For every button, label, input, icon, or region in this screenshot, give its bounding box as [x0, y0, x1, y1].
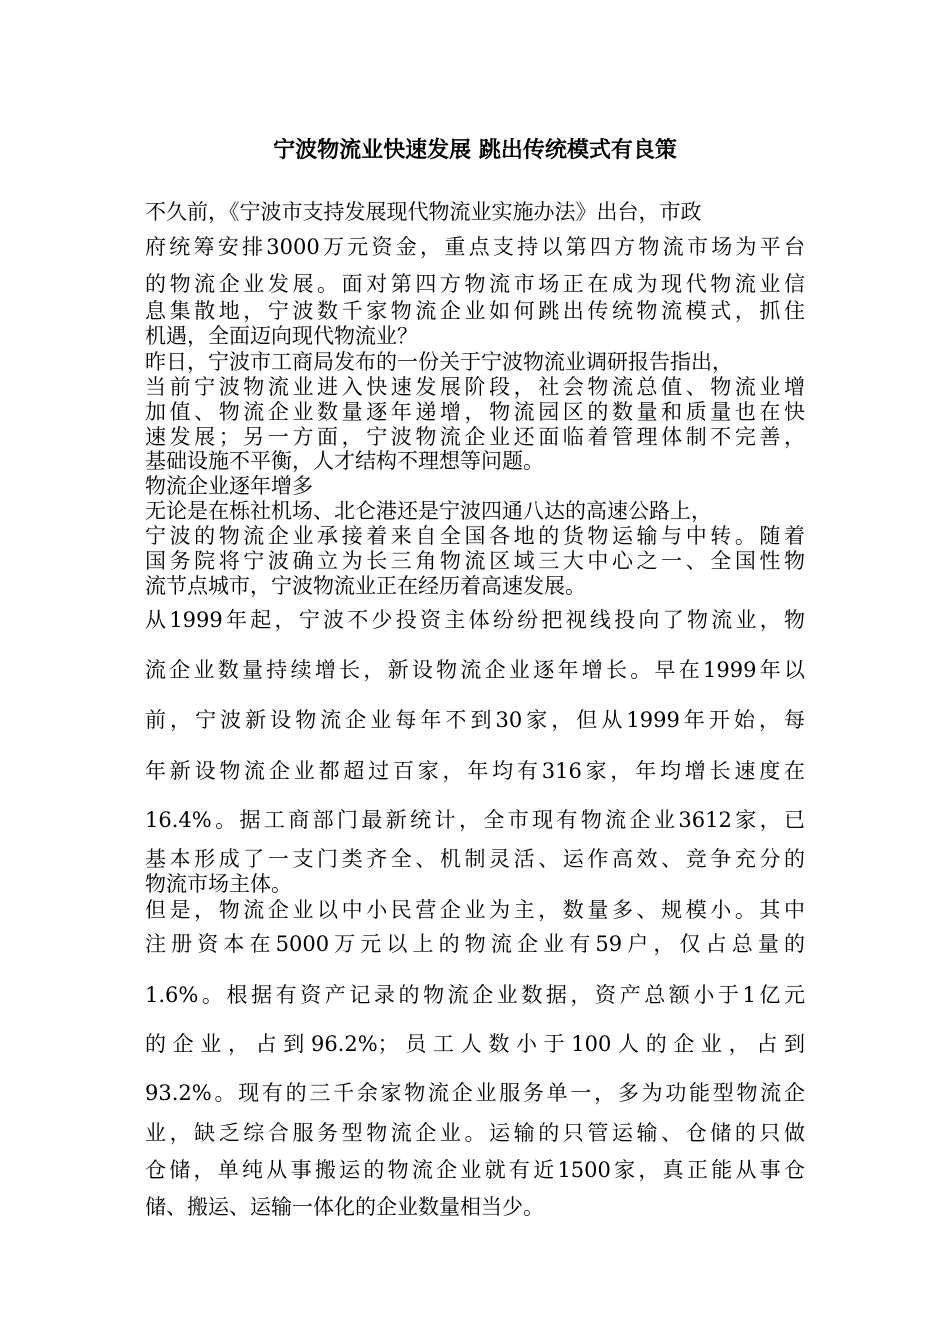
text-line: 前，宁波新设物流企业每年不到30家，但从1999年开始，每 — [145, 708, 805, 732]
article-title: 宁波物流业快速发展 跳出传统模式有良策 — [273, 137, 677, 163]
text-line: 速发展；另一方面，宁波物流企业还面临着管理体制不完善， — [145, 425, 805, 449]
text-line: 年新设物流企业都超过百家，年均有316家，年均增长速度在 — [145, 759, 805, 783]
text-line: 注册资本在5000万元以上的物流企业有59户，仅占总量的 — [145, 932, 805, 956]
text-line: 宁波的物流企业承接着来自全国各地的货物运输与中转。随着 — [145, 524, 805, 548]
text-line: 但是，物流企业以中小民营企业为主，数量多、规模小。其中 — [145, 898, 805, 922]
text-line: 物流市场主体。 — [145, 872, 292, 896]
text-line: 流节点城市，宁波物流业正在经历着高速发展。 — [145, 574, 586, 598]
text-line: 基础设施不平衡，人才结构不理想等问题。 — [145, 449, 544, 473]
text-line: 业，缺乏综合服务型物流企业。运输的只管运输、仓储的只做 — [145, 1121, 805, 1145]
text-line: 93.2%。现有的三千余家物流企业服务单一，多为功能型物流企 — [145, 1081, 805, 1105]
text-line: 16.4%。据工商部门最新统计，全市现有物流企业3612家，已 — [145, 808, 805, 832]
text-line: 无论是在栎社机场、北仑港还是宁波四通八达的高速公路上， — [145, 499, 712, 523]
text-line: 的企业，占到96.2%；员工人数小于100人的企业，占到 — [145, 1032, 805, 1056]
text-line: 仓储，单纯从事搬运的物流企业就有近1500家，真正能从事仓 — [145, 1158, 805, 1182]
section-heading: 物流企业逐年增多 — [145, 474, 313, 498]
text-line: 储、搬运、运输一体化的企业数量相当少。 — [145, 1195, 544, 1219]
text-line: 1.6%。根据有资产记录的物流企业数据，资产总额小于1亿元 — [145, 983, 805, 1007]
text-line: 昨日，宁波市工商局发布的一份关于宁波物流业调研报告指出， — [145, 350, 733, 374]
text-line: 基本形成了一支门类齐全、机制灵活、运作高效、竞争充分的 — [145, 847, 805, 871]
text-line: 从1999年起，宁波不少投资主体纷纷把视线投向了物流业，物 — [145, 608, 805, 632]
text-line: 机遇，全面迈向现代物流业？ — [145, 324, 418, 348]
text-line: 国务院将宁波确立为长三角物流区域三大中心之一、全国性物 — [145, 549, 805, 573]
text-line: 不久前，《宁波市支持发展现代物流业实施办法》出台，市政 — [145, 200, 702, 224]
text-line: 的物流企业发展。面对第四方物流市场正在成为现代物流业信 — [145, 272, 805, 296]
text-line: 息集散地，宁波数千家物流企业如何跳出传统物流模式，抓住 — [145, 299, 805, 323]
text-line: 府统筹安排3000万元资金，重点支持以第四方物流市场为平台 — [145, 235, 805, 259]
text-line: 流企业数量持续增长，新设物流企业逐年增长。早在1999年以 — [145, 658, 805, 682]
text-line: 当前宁波物流业进入快速发展阶段，社会物流总值、物流业增 — [145, 375, 805, 399]
text-line: 加值、物流企业数量逐年递增，物流园区的数量和质量也在快 — [145, 400, 805, 424]
